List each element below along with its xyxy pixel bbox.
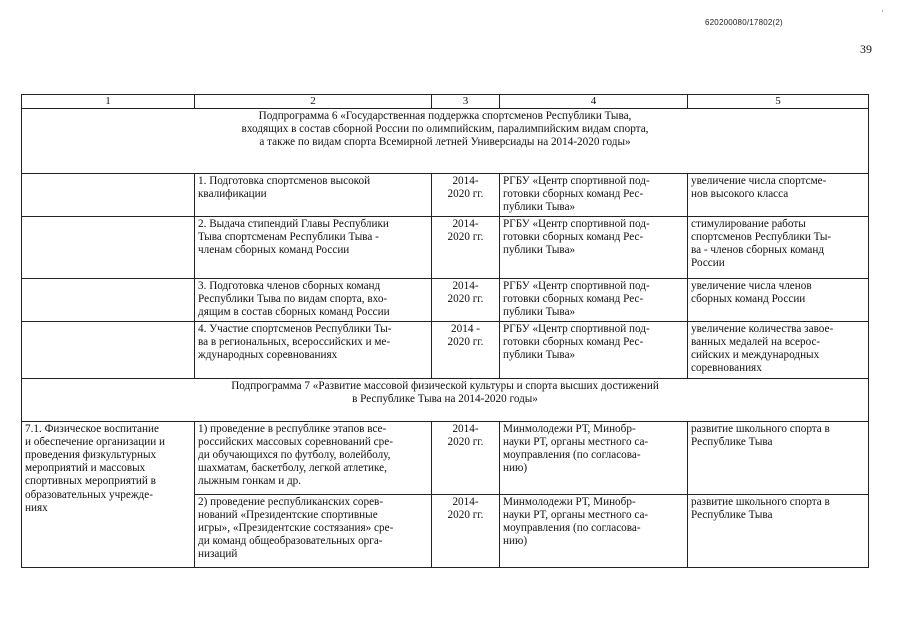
subprogram-7-title-row: [22, 378, 869, 421]
action-cell: [195, 421, 432, 494]
text-line: науки РТ, органы местного са-: [503, 435, 649, 448]
measure-cell: [22, 278, 195, 321]
action-cell: [195, 321, 432, 378]
text-line: РГБУ «Центр спортивной под-: [503, 217, 650, 230]
text-line: публики Тыва»: [503, 201, 576, 214]
years-cell: [432, 278, 500, 321]
text-line: ва в региональных, всероссийских и ме-: [198, 335, 391, 348]
text-line: российских массовых соревнований сре-: [198, 435, 393, 448]
text-line: нию): [503, 462, 528, 475]
text-line: и обеспечение организации и: [25, 435, 165, 448]
text-line: публики Тыва»: [503, 349, 576, 362]
years-cell: [432, 494, 500, 567]
text-line: мероприятий и массовых: [25, 462, 146, 475]
text-line: готовки сборных команд Рес-: [503, 292, 644, 305]
text-line: РГБУ «Центр спортивной под-: [503, 279, 650, 292]
executor-cell: [500, 174, 688, 217]
text-line: 2020 гг.: [447, 292, 484, 305]
text-line: Тыва спортсменам Республики Тыва -: [198, 230, 379, 243]
text-line: развитие школьного спорта в: [691, 422, 830, 435]
text-line: 2020 гг.: [447, 335, 484, 348]
text-line: ниях: [25, 501, 48, 514]
text-line: Республике Тыва: [691, 435, 773, 448]
text-line: ванных медалей на всерос-: [691, 335, 821, 348]
table-row: [22, 421, 869, 494]
header-col-1: 1: [22, 95, 195, 109]
text-line: лыжным гонкам и др.: [198, 475, 302, 488]
action-cell: [195, 216, 432, 278]
subprogram-6-title-row: [22, 109, 869, 174]
text-line: ва - членов сборных команд: [691, 244, 825, 257]
text-line: нию): [503, 535, 528, 548]
text-line: РГБУ «Центр спортивной под-: [503, 175, 650, 187]
result-cell: [688, 216, 869, 278]
corner-mark: ·: [881, 6, 884, 16]
text-line: увеличение количества завое-: [691, 322, 834, 335]
text-line: 2014-: [452, 495, 479, 508]
text-line: низаций: [198, 548, 238, 561]
subprogram-6-title: [22, 109, 869, 174]
program-table: [21, 94, 869, 568]
text-line: спортивных мероприятий в: [25, 475, 156, 488]
text-line: развитие школьного спорта в: [691, 495, 830, 508]
text-line: 2020 гг.: [447, 508, 484, 521]
executor-cell: [500, 278, 688, 321]
text-line: входящих в состав сборной России по олимпийским, паралимпийским видам спорта,: [241, 123, 649, 136]
text-line: соревнованиях: [691, 362, 762, 375]
text-line: моуправления (по согласова-: [503, 522, 641, 535]
measure-cell: [22, 421, 195, 567]
measure-cell: [22, 321, 195, 378]
document-code: 620200080/17802(2): [705, 18, 783, 27]
text-line: 1) проведение в республике этапов все-: [198, 422, 387, 435]
text-line: Подпрограмма 6 «Государственная поддержка спортсменов Республики Тыва,: [258, 110, 632, 122]
text-line: науки РТ, органы местного са-: [503, 508, 649, 521]
text-line: 2. Выдача стипендий Главы Республики: [198, 217, 389, 230]
text-line: ди обучающихся по футболу, волейболу,: [198, 449, 391, 462]
text-line: Минмолодежи РТ, Минобр-: [503, 495, 636, 508]
text-line: публики Тыва»: [503, 306, 576, 319]
executor-cell: [500, 494, 688, 567]
text-line: шахматам, баскетболу, легкой атлетике,: [198, 462, 387, 475]
text-line: сборных команд России: [691, 292, 806, 305]
text-line: 2020 гг.: [447, 435, 484, 448]
action-cell: [195, 174, 432, 217]
text-line: образовательных учрежде-: [25, 488, 153, 501]
header-row: [22, 95, 869, 109]
measure-cell: [22, 216, 195, 278]
subprogram-7-title: [22, 378, 869, 421]
result-cell: [688, 174, 869, 217]
text-line: квалификации: [198, 188, 267, 201]
result-cell: [688, 278, 869, 321]
text-line: спортсменов Республики Ты-: [691, 230, 832, 243]
text-line: публики Тыва»: [503, 244, 576, 257]
result-cell: [688, 421, 869, 494]
action-cell: [195, 278, 432, 321]
text-line: дящим в состав сборных команд России: [198, 306, 390, 319]
text-line: проведения физкультурных: [25, 449, 157, 462]
text-line: России: [691, 257, 725, 270]
text-line: готовки сборных команд Рес-: [503, 335, 644, 348]
text-line: а также по видам спорта Всемирной летней Универсиады на 2014-2020 годы»: [259, 136, 631, 149]
measure-cell: [22, 174, 195, 217]
result-cell: [688, 321, 869, 378]
years-cell: [432, 174, 500, 217]
text-line: нований «Президентские спортивные: [198, 508, 378, 521]
executor-cell: [500, 216, 688, 278]
text-line: 4. Участие спортсменов Республики Ты-: [198, 322, 392, 335]
text-line: 3. Подготовка членов сборных команд: [198, 279, 381, 292]
text-line: 2014 -: [451, 322, 480, 335]
text-line: 2) проведение республиканских сорев-: [198, 495, 384, 508]
text-line: готовки сборных команд Рес-: [503, 188, 644, 201]
text-line: 2014-: [452, 175, 479, 187]
text-line: готовки сборных команд Рес-: [503, 230, 644, 243]
table-row: [22, 174, 869, 217]
header-col-4: 4: [500, 95, 688, 109]
years-cell: [432, 216, 500, 278]
text-line: увеличение числа спортсме-: [691, 175, 827, 187]
text-line: РГБУ «Центр спортивной под-: [503, 322, 650, 335]
executor-cell: [500, 421, 688, 494]
table-row: [22, 278, 869, 321]
text-line: стимулирование работы: [691, 217, 806, 230]
text-line: ди команд общеобразовательных орга-: [198, 535, 383, 548]
table-row: [22, 321, 869, 378]
text-line: 2020 гг.: [447, 188, 484, 201]
text-line: в Республике Тыва на 2014-2020 годы»: [352, 392, 538, 405]
text-line: Минмолодежи РТ, Минобр-: [503, 422, 636, 435]
text-line: Республики Тыва по видам спорта, вхо-: [198, 292, 388, 305]
header-col-2: 2: [195, 95, 432, 109]
text-line: 2020 гг.: [447, 230, 484, 243]
years-cell: [432, 421, 500, 494]
text-line: 2014-: [452, 422, 479, 435]
text-line: сийских и международных: [691, 349, 820, 362]
text-line: 1. Подготовка спортсменов высокой: [198, 175, 371, 187]
years-cell: [432, 321, 500, 378]
result-cell: [688, 494, 869, 567]
executor-cell: [500, 321, 688, 378]
text-line: увеличение числа членов: [691, 279, 812, 292]
text-line: 2014-: [452, 217, 479, 230]
text-line: членам сборных команд России: [198, 244, 350, 257]
action-cell: [195, 494, 432, 567]
text-line: ждународных соревнованиях: [198, 349, 338, 362]
header-col-3: 3: [432, 95, 500, 109]
header-col-5: 5: [688, 95, 869, 109]
page-number: 39: [860, 42, 872, 56]
text-line: Республике Тыва: [691, 508, 773, 521]
text-line: 7.1. Физическое воспитание: [25, 422, 159, 435]
text-line: игры», «Президентские состязания» сре-: [198, 522, 394, 535]
text-line: Подпрограмма 7 «Развитие массовой физической культуры и спорта высших достижений: [231, 379, 659, 392]
text-line: моуправления (по согласова-: [503, 449, 641, 462]
table-row: [22, 216, 869, 278]
text-line: 2014-: [452, 279, 479, 292]
text-line: нов высокого класса: [691, 188, 789, 201]
